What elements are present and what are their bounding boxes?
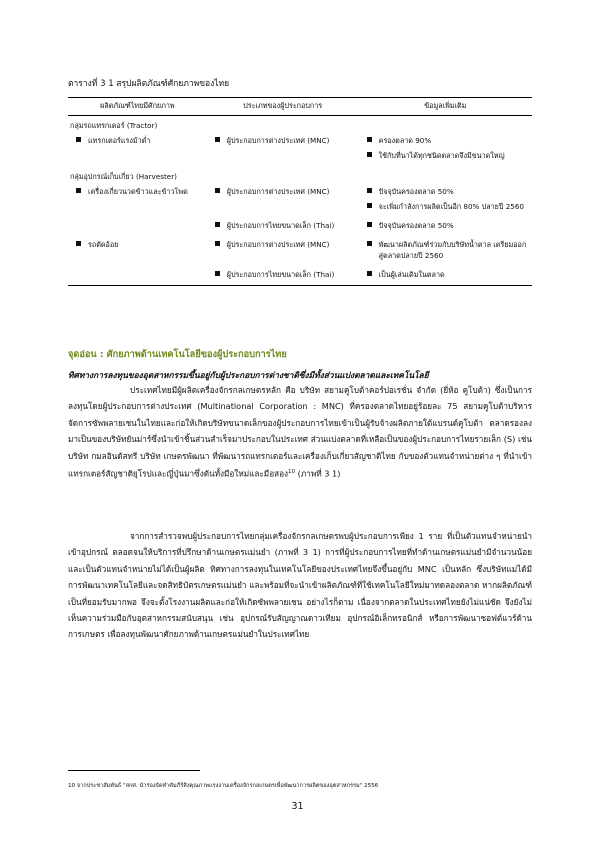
header-additional-info: ข้อมูลเพิ่มเติม	[359, 98, 532, 116]
group-row-harvester	[68, 163, 532, 184]
section-subheading: ทิศทางการลงทุนของอุตสาหกรรมขึ้นอยู่กับผู้ประกอบการต่างชาติซึ่งมีทั้งส่วนแบ่งตลาดและเทคโนโลยี	[68, 370, 429, 380]
operator-type: ผู้ประกอบการไทยขนาดเล็ก (Thai)	[226, 221, 335, 230]
operator-type: ผู้ประกอบการไทยขนาดเล็ก (Thai)	[226, 270, 335, 279]
footnote-ref: 10	[288, 469, 296, 476]
bullet-icon	[76, 241, 81, 246]
bullet-icon	[215, 241, 220, 246]
footnote: 10 จากประชาสัมพันธ์ "สกศ. นำร่องจัดทำคัมภีร์สิงคุณภาพแรงงานเครื่องจักรกลเกษตรเพื่อพัฒนาการผลิตของอุตสาหกรรม" 2556	[68, 783, 379, 789]
bullet-icon	[76, 137, 81, 142]
table-caption: ตารางที่ 3 1 สรุปผลิตภัณฑ์ศักยภาพของไทย	[68, 79, 230, 89]
table-row	[68, 233, 532, 263]
operator-type: ผู้ประกอบการต่างประเทศ (MNC)	[226, 136, 330, 145]
info-item: เป็นผู้เล่นเดิมในตลาด	[378, 270, 445, 279]
paragraph-text: จากการสำรวจพบผู้ประกอบการไทยกลุ่มเครื่องจักรกลเกษตรพบผู้ประกอบการเพียง 1 ราย ที่เป็นตัวแทนจำหน่ายนำเข้าอุปกรณ์ ตลอดจนให้บริการที่ปรึกษาด้านเกษตรแม่นยำ (ภาพที่ 3 1) การที่ผู้ประกอบการไทยที่ทำด้านเกษตรแม่นยำมีจำนวนน้อยและเป็นตัวแทนจำหน่ายไม่ได้เป็นผู้ผลิต ทิศทางการลงทุนในเทคโนโลยีของประเทศไทยจึงขึ้นอยู่กับ MNC เป็นหลัก ซึ่งบริษัทแม่ได้มีการพัฒนาเทคโนโลยีและจดสิทธิบัตรเกษตรแม่นยำ และพร้อมที่จะนำเข้าผลิตภัณฑ์ที่ใช้เทคโนโลยีใหม่มาทดลองตลาด หากผลิตภัณฑ์เป็นที่ยอมรับมากพอ จึงจะตั้งโรงงานผลิตและก่อให้เกิดซัพพลายเชน อย่างไรก็ตาม เนื่องจากตลาดในประเทศไทยยังไม่แน่ชัด จึงยังไม่เห็นความร่วมมือกับอุตสาหกรรมสนับสนุน เช่น อุปกรณ์รับสัญญาณดาวเทียม อุปกรณ์อิเล็กทรอนิกส์ หรือการพัฒนาซอฟต์แวร์ด้านการเกษตร เพื่อลงทุนพัฒนาศักยภาพด้านเกษตรแม่นยำในประเทศไทย	[68, 531, 532, 640]
body-paragraph-2	[68, 528, 532, 643]
info-item: ปัจจุบันครองตลาด 50%	[378, 221, 454, 230]
footnote-divider	[68, 770, 200, 771]
bullet-icon	[367, 222, 372, 227]
bullet-icon	[215, 222, 220, 227]
info-item: ครองตลาด 90%	[378, 136, 432, 145]
group-row-tractor	[68, 116, 532, 134]
bullet-icon	[367, 203, 372, 208]
potential-products-table	[68, 97, 532, 286]
product-name: เครื่องเกี่ยวนวดข้าวและข้าวโพด	[88, 187, 188, 196]
info-item: ใช้กับที่นาได้ทุกชนิดตลาดจึงมีขนาดใหญ่	[378, 151, 505, 160]
group-label-tractor: กลุ่มรถแทรกเตอร์ (Tractor)	[70, 121, 158, 130]
bullet-icon	[367, 188, 372, 193]
bullet-icon	[215, 188, 220, 193]
page-number: 31	[291, 801, 304, 812]
product-name: แทรกเตอร์แรงม้าต่ำ	[88, 136, 151, 145]
header-products: ผลิตภัณฑ์ไทยมีศักยภาพ	[68, 98, 207, 116]
operator-type: ผู้ประกอบการต่างประเทศ (MNC)	[226, 240, 330, 249]
section-title: จุดอ่อน : ศักยภาพด้านเทคโนโลยีของผู้ประกอบการไทย	[68, 349, 287, 360]
table-row	[68, 133, 532, 163]
bullet-icon	[76, 188, 81, 193]
info-item: ปัจจุบันครองตลาด 50%	[378, 187, 454, 196]
product-name: รถตัดอ้อย	[88, 240, 119, 249]
table-row	[68, 214, 532, 233]
bullet-icon	[367, 271, 372, 276]
header-operator-type: ประเภทของผู้ประกอบการ	[207, 98, 359, 116]
table-row	[68, 263, 532, 286]
bullet-icon	[367, 241, 372, 246]
paragraph-tail: (ภาพที่ 3 1)	[295, 468, 341, 479]
bullet-icon	[367, 152, 372, 157]
info-item: จะเพิ่มกำลังการผลิตเป็นอีก 80% ปลายปี 2560	[378, 202, 525, 211]
paragraph-text: ประเทศไทยมีผู้ผลิตเครื่องจักรกลเกษตรหลัก คือ บริษัท สยามคูโบต้าคอร์ปอเรชั่น จำกัด (ยี่ห้อ คูโบต้า) ซึ่งเป็นการลงทุนโดยผู้ประกอบการต่างประเทศ (Multinational Corporation : MNC) ที่ครองตลาดไทยอยู่ร้อยละ 75 สยามคูโบต้าบริหารจัดการซัพพลายเชนในไทยและก่อให้เกิดบริษัทขนาดเล็กของผู้ประกอบการไทยเข้าเป็นผู้รับจ้างผลิตภายใต้แบรนด์คูโบต้า ตลาดรองลงมาเป็นของบริษัทยันม่าร์ซึ่งนำเข้าชิ้นส่วนสำเร็จมาประกอบในประเทศ ส่วนแบ่งตลาดที่เหลือเป็นของผู้ประกอบการไทยรายเล็ก (S) เช่น บริษัท กมลอินดัสทรี บริษัท เกษตรพัฒนา ที่พัฒนารถแทรกเตอร์และเครื่องเก็บเกี่ยวสัญชาติไทย กับของตัวแทนจำหน่ายต่าง ๆ ที่นำเข้าแทรกเตอร์สัญชาติยุโรปและญี่ปุ่นมาซึ่งดันทั้งมือใหม่และมือสอง	[68, 385, 532, 479]
bullet-icon	[367, 137, 372, 142]
table-header-row	[68, 98, 532, 116]
body-paragraph-1	[68, 382, 532, 482]
bullet-icon	[215, 137, 220, 142]
operator-type: ผู้ประกอบการต่างประเทศ (MNC)	[226, 187, 330, 196]
group-label-harvester: กลุ่มอุปกรณ์เก็บเกี่ยว (Harvester)	[70, 172, 177, 181]
bullet-icon	[215, 271, 220, 276]
table-row	[68, 184, 532, 214]
info-item: พัฒนาผลิตภัณฑ์ร่วมกับบริษัทน้ำตาล เตรียมออกสู่ตลาดปลายปี 2560	[378, 240, 527, 260]
